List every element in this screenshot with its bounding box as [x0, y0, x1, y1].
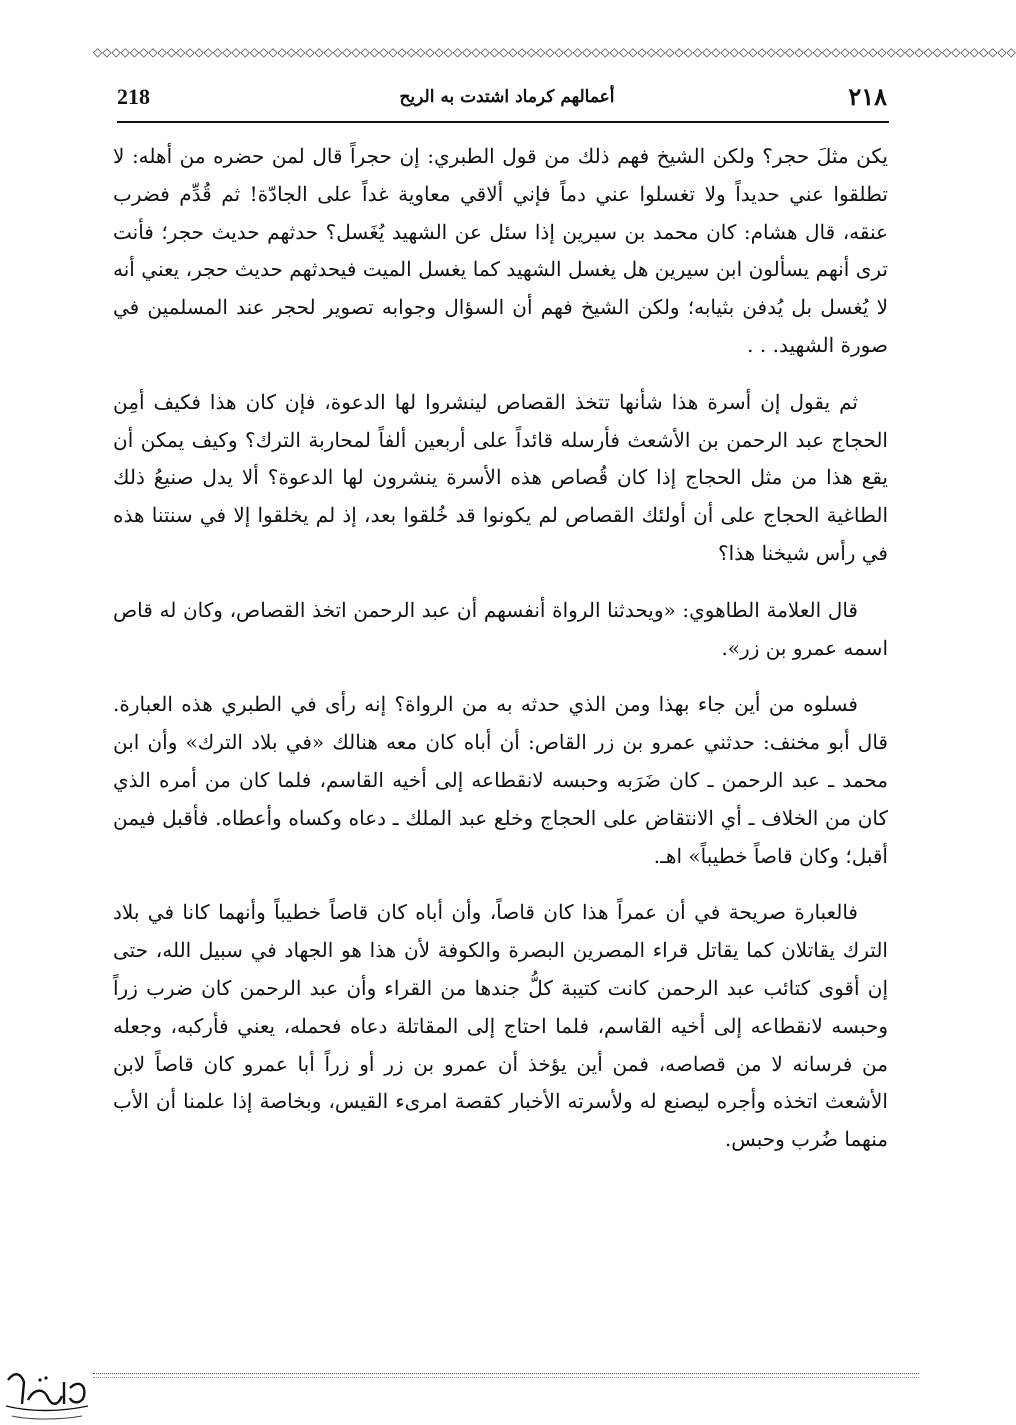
page-header — [117, 84, 887, 118]
running-title: أعمالهم كرماد اشتدت به الريح — [399, 87, 615, 107]
paragraph-4: فسلوه من أين جاء بهذا ومن الذي حدثه به من الرواة؟ إنه رأى في الطبري هذه العبارة. قال أبو مخنف: حدثني عمرو بن زر القاص: أن أباه كان معه هنالك «في بلاد الترك» وأن ابن محمد ـ عبد الرحمن ـ كان ضَرَبه وحبسه لانقطاعه إلى أخيه القاسم، فلما كان من أمره الذي كان من الخلاف ـ أي الانتقاض على الحجاج وخلع عبد الملك ـ دعاه وكساه وأعطاه. فأقبل فيمن أقبل؛ وكان قاصاً خطيباً» اهـ. — [113, 692, 888, 868]
bottom-decorative-border-inner — [93, 1377, 919, 1378]
watermark-logo — [0, 1370, 92, 1425]
bottom-decorative-border — [93, 1373, 919, 1374]
paragraph-1: يكن مثلَ حجر؟ ولكن الشيخ فهم ذلك من قول الطبري: إن حجراً قال لمن حضره من أهله: لا تطلقوا عني حديداً ولا تغسلوا عني دماً فإني ألاقي معاوية غداً على الجادّة! ثم قُدِّم فضرب عنقه، قال هشام: كان محمد بن سيرين إذا سئل عن الشهيد يُغَسل؟ حدثهم حديث حجر؛ فأنت ترى أنهم يسألون ابن سيرين هل يغسل الشهيد كما يغسل الميت فيحدثهم حديث حجر، يعني أنه لا يُغسل بل يُدفن بثيابه؛ ولكن الشيخ فهم أن السؤال وجوابه تصوير لحجر عند المسلمين في صورة الشهيد. . . — [113, 144, 888, 357]
page-number-arabic: ٢١٨ — [848, 82, 887, 111]
paragraph-2: ثم يقول إن أسرة هذا شأنها تتخذ القصاص لينشروا لها الدعوة، فإن كان هذا فكيف أمِن الحجاج عبد الرحمن بن الأشعث فأرسله قائداً على أربعين ألفاً لمحاربة الترك؟ وكيف يمكن أن يقع هذا من مثل الحجاج إذا كان قُصاص هذه الأسرة ينشرون لها الدعوة؟ ألا يدل صنيعُ ذلك الطاغية الحجاج على أن أولئك القصاص لم يكونوا قد خُلقوا بعد، إذ لم يخلقوا إلا في سنتنا هذه في رأس شيخنا هذا؟ — [113, 389, 888, 565]
top-decorative-border: ◇◇◇◇◇◇◇◇◇◇◇◇◇◇◇◇◇◇◇◇◇◇◇◇◇◇◇◇◇◇◇◇◇◇◇◇◇◇◇◇◇◇◇◇◇◇◇◇◇◇◇◇◇◇◇◇◇◇◇◇◇◇◇◇◇◇◇◇◇◇◇◇◇◇◇◇◇◇◇◇◇◇◇◇◇◇◇◇◇◇◇◇◇◇◇◇◇◇◇◇ — [93, 45, 1016, 59]
header-rule — [117, 121, 889, 123]
paragraph-3: قال العلامة الطاهوي: «ويحدثنا الرواة أنفسهم أن عبد الرحمن اتخذ القصاص، وكان له قاص اسمه عمرو بن زر». — [113, 597, 888, 660]
paragraph-5: فالعبارة صريحة في أن عمراً هذا كان قاصاً، وأن أباه كان قاصاً خطيباً وأنهما كانا في بلاد الترك يقاتلان كما يقاتل قراء المصرين البصرة والكوفة لأن هذا هو الجهاد في سبيل الله، حتى إن أقوى كتائب عبد الرحمن كانت كتيبة كلُّ جندها من القراء وأن عبد الرحمن كان ضرب زراً وحبسه لانقطاعه إلى أخيه القاسم، فلما احتاج إلى المقاتلة دعاه فحمله، يعني فأركبه، وجعله من فرسانه لا من قصاصه، فمن أين يؤخذ أن عمرو بن زر أو زراً أبا عمرو كان قاصاً لابن الأشعث اتخذه وأجره ليصنع له ولأسرته الأخبار كقصة امرىء القيس، وبخاصة إذا علمنا أن الأب منهما ضُرب وحبس. — [113, 900, 888, 1152]
page-body — [113, 138, 888, 1159]
page-number-latin: 218 — [117, 84, 150, 109]
